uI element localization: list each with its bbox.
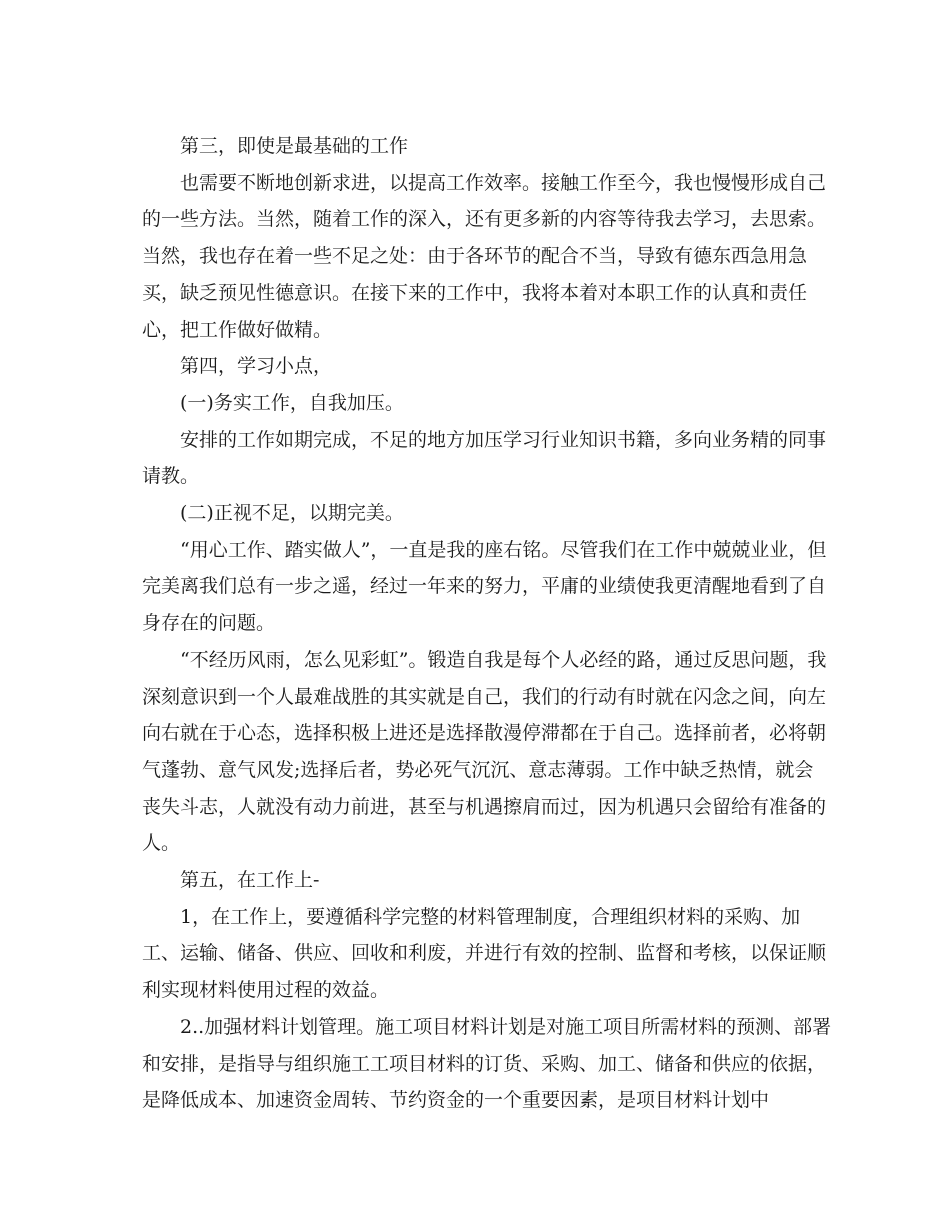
paragraph: 2..加强材料计划管理。施工项目材料计划是对施工项目所需材料的预测、部署和安排，是指导与组织施工工项目材料的订货、采购、加工、储备和供应的依据，是降低成本、加速资金周转、节约资金的一个重要因素，是项目材料计划中 (142, 1015, 832, 1112)
paragraph-heading-five: 第五，在工作上- (180, 869, 320, 892)
paragraph: “用心工作、踏实做人”，一直是我的座右铭。尽管我们在工作中兢兢业业，但完美离我们总有一步之遥，经过一年来的努力，平庸的业绩使我更清醒地看到了自身存在的问题。 (142, 538, 827, 635)
paragraph: 1，在工作上，要遵循科学完整的材料管理制度，合理组织材料的采购、加工、运输、储备、供应、回收和利废，并进行有效的控制、监督和考核，以保证顺利实现材料使用过程的效益。 (142, 905, 827, 1002)
paragraph-heading-three: 第三，即使是最基础的工作 (180, 135, 409, 157)
paragraph: 安排的工作如期完成，不足的地方加压学习行业知识书籍，多向业务精的同事请教。 (142, 428, 827, 488)
paragraph-heading-four: 第四，学习小点， (180, 355, 333, 378)
paragraph: “不经历风雨，怎么见彩虹”。锻造自我是每个人必经的路，通过反思问题，我深刻意识到一个人最难战胜的其实就是自己，我们的行动有时就在闪念之间，向左向右就在于心态，选择积极上进还是选择散漫停滞都在于自己。选择前者，必将朝气蓬勃、意气风发;选择后者，势必死气沉沉、意志薄弱。工作中缺乏热情，就会丧失斗志，人就没有动力前进，甚至与机遇擦肩而过，因为机遇只会留给有准备的人。 (142, 648, 827, 855)
subheading: (一)务实工作，自我加压。 (180, 391, 404, 414)
document-body (142, 128, 832, 1119)
subheading: (二)正视不足，以期完美。 (180, 502, 404, 525)
paragraph: 也需要不断地创新求进，以提高工作效率。接触工作至今，我也慢慢形成自己的一些方法。当然，随着工作的深入，还有更多新的内容等待我去学习，去思索。 当然，我也存在着一些不足之处：由于各环节的配合不当，导致有德东西急用急买，缺乏预见性德意识。在接下来的工作中，我将本着对本职工作的认真和责任心，把工作做好做精。 (142, 171, 833, 341)
